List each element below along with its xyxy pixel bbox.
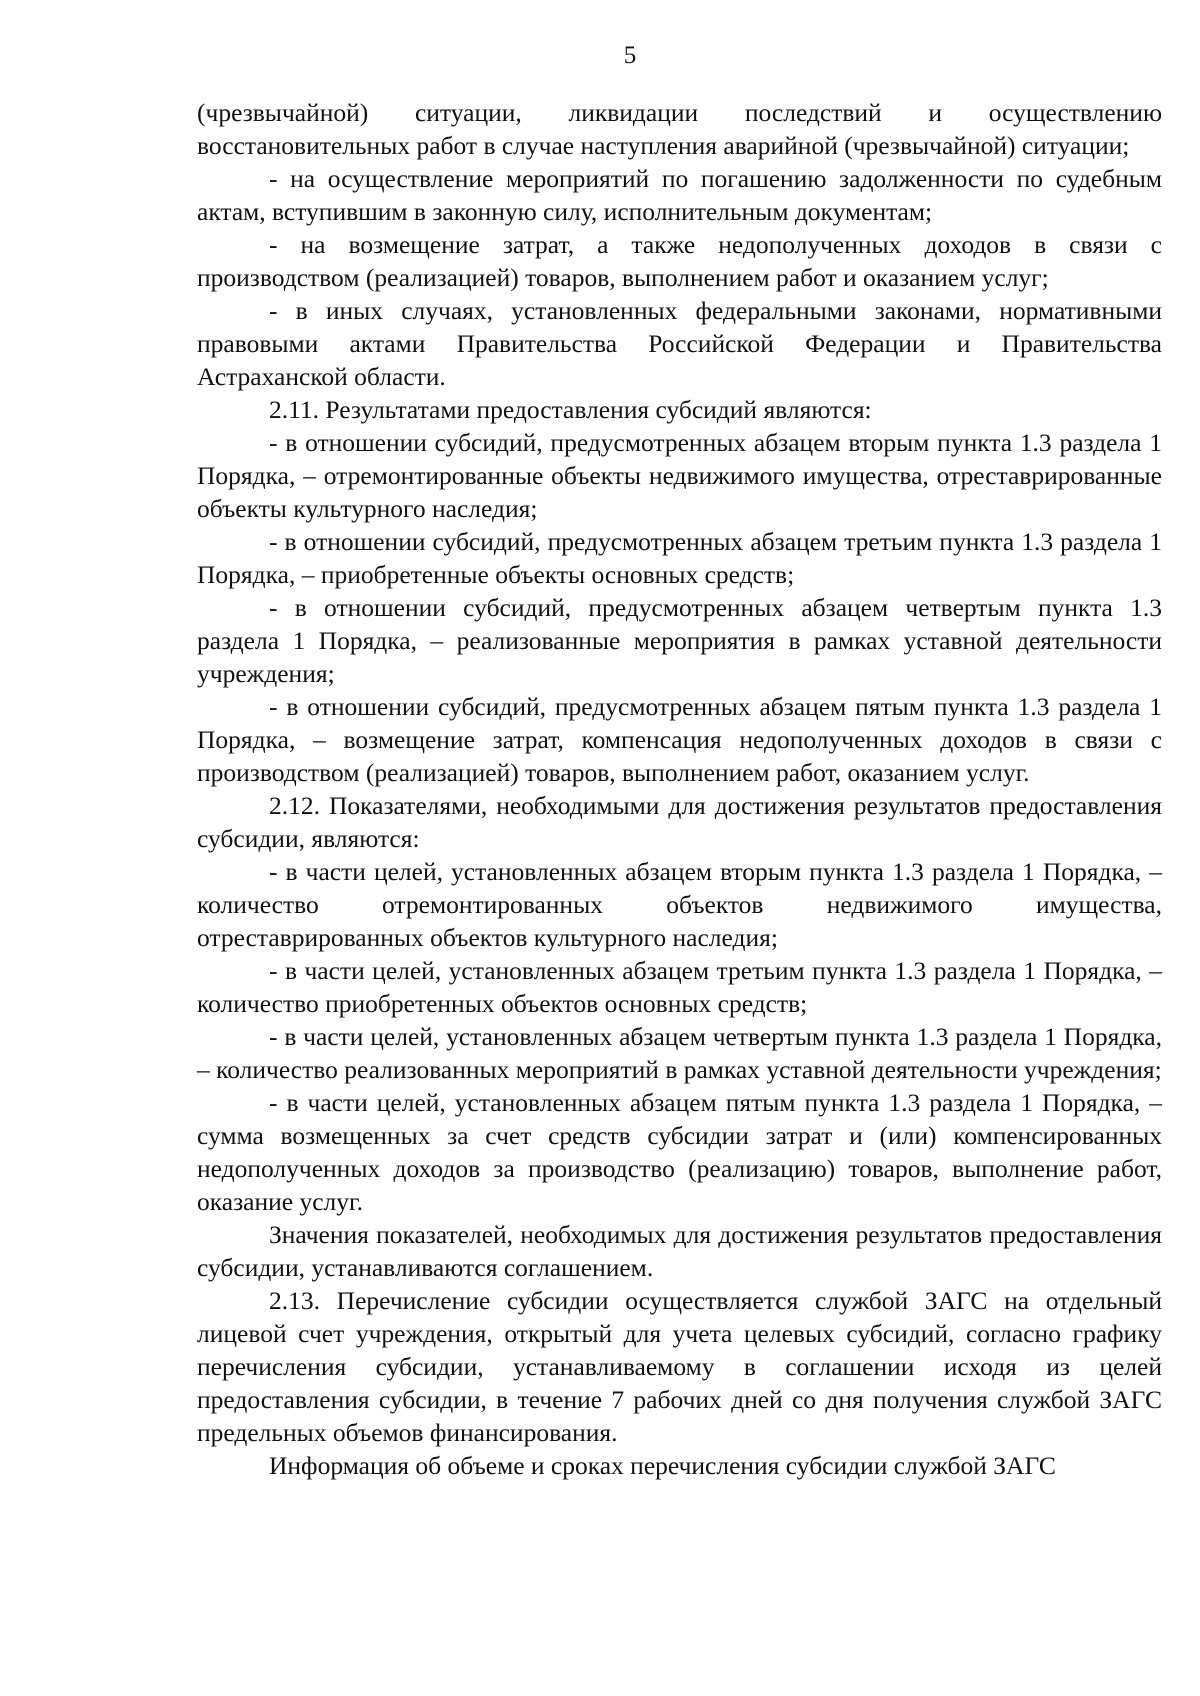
- clause-2-13-text: 2.13. Перечисление субсидии осуществляется службой ЗАГС на отдельный лицевой счет учреждения, открытый для учета целевых субсидий, согласно графику перечисления субсидии, устанавливаемому в соглашении исходя из целей предоставления субсидии, в течение 7 рабочих дней со дня получения службой ЗАГС предельных объемов финансирования.: [197, 1286, 1162, 1447]
- indicator-item-paragraph-5: - в части целей, установленных абзацем пятым пункта 1.3 раздела 1 Порядка, – сумма возмещенных за счет средств субсидии затрат и (или) компенсированных недополученных доходов за производство (реализацию) товаров, выполнение работ, оказание услуг.: [197, 1088, 1162, 1216]
- list-item-cost-compensation: - на возмещение затрат, а также недополученных доходов в связи с производством (реализацией) товаров, выполнением работ и оказанием услуг;: [197, 230, 1162, 292]
- page-number: 5: [623, 42, 637, 69]
- result-item-paragraph-4: - в отношении субсидий, предусмотренных абзацем четвертым пункта 1.3 раздела 1 Порядка, – реализованные мероприятия в рамках уставной деятельности учреждения;: [197, 593, 1162, 688]
- clause-2-12-heading: 2.12. Показателями, необходимыми для достижения результатов предоставления субсидии, являются:: [197, 791, 1162, 853]
- list-item-other-cases: - в иных случаях, установленных федеральными законами, нормативными правовыми актами Правительства Российской Федерации и Правительства Астраханской области.: [197, 296, 1162, 391]
- transfer-info-paragraph: Информация об объеме и сроках перечисления субсидии службой ЗАГС: [269, 1451, 1056, 1480]
- indicator-item-paragraph-3: - в части целей, установленных абзацем третьим пункта 1.3 раздела 1 Порядка, – количество приобретенных объектов основных средств;: [197, 956, 1162, 1018]
- result-item-paragraph-5: - в отношении субсидий, предусмотренных абзацем пятым пункта 1.3 раздела 1 Порядка, – возмещение затрат, компенсация недополученных доходов в связи с производством (реализацией) товаров, выполнением работ, оказанием услуг.: [197, 692, 1162, 787]
- indicator-item-paragraph-4: - в части целей, установленных абзацем четвертым пункта 1.3 раздела 1 Порядка, – количество реализованных мероприятий в рамках уставной деятельности учреждения;: [197, 1022, 1162, 1084]
- document-body: [197, 96, 1162, 1482]
- result-item-paragraph-3: - в отношении субсидий, предусмотренных абзацем третьим пункта 1.3 раздела 1 Порядка, – приобретенные объекты основных средств;: [197, 527, 1162, 589]
- result-item-paragraph-2: - в отношении субсидий, предусмотренных абзацем вторым пункта 1.3 раздела 1 Порядка, – отремонтированные объекты недвижимого имущества, отреставрированные объекты культурного наследия;: [197, 428, 1162, 523]
- indicator-values-note: Значения показателей, необходимых для достижения результатов предоставления субсидии, устанавливаются соглашением.: [197, 1220, 1162, 1282]
- clause-2-11-heading: 2.11. Результатами предоставления субсидий являются:: [269, 395, 872, 424]
- indicator-item-paragraph-2: - в части целей, установленных абзацем вторым пункта 1.3 раздела 1 Порядка, – количество отремонтированных объектов недвижимого имущества, отреставрированных объектов культурного наследия;: [197, 857, 1162, 952]
- list-item-court-debts: - на осуществление мероприятий по погашению задолженности по судебным актам, вступившим в законную силу, исполнительным документам;: [197, 164, 1162, 226]
- paragraph-continuation: (чрезвычайной) ситуации, ликвидации последствий и осуществлению восстановительных работ в случае наступления аварийной (чрезвычайной) ситуации;: [197, 98, 1162, 160]
